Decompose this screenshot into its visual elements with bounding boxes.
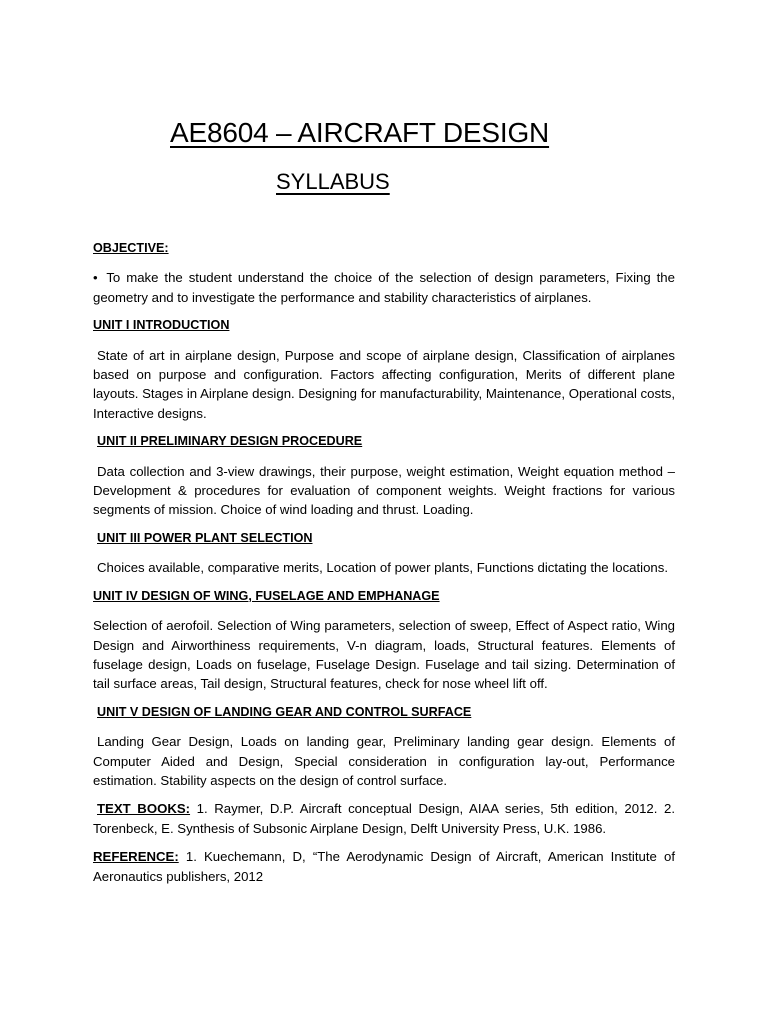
objective-paragraph: [93, 268, 675, 307]
document-subtitle: SYLLABUS: [276, 169, 390, 194]
unit-5-heading: UNIT V DESIGN OF LANDING GEAR AND CONTROL SURFACE: [97, 704, 472, 719]
unit-1-heading: UNIT I INTRODUCTION: [93, 318, 230, 333]
objective-heading: OBJECTIVE:: [93, 241, 169, 255]
reference-paragraph: [93, 847, 675, 886]
unit-3-text: Choices available, comparative merits, Location of power plants, Functions dictating the locations.: [97, 560, 669, 576]
unit-5-text: Landing Gear Design, Loads on landing gear, Preliminary landing gear design. Elements of Computer Aided and Design, Special consideration in configuration lay-out, Performance estimation. Stability aspects on the design of control surface.: [93, 734, 675, 788]
unit-4-text: Selection of aerofoil. Selection of Wing parameters, selection of sweep, Effect of Aspect ratio, Wing Design and Airworthiness requirements, V-n diagram, loads, Structural features. Elements of fuselage design, Loads on fuselage, Fuselage Design. Fuselage and tail sizing. Determination of tail surface areas, Tail design, Structural features, check for nose wheel lift off.: [93, 618, 675, 692]
bullet-icon: •: [93, 270, 98, 286]
document-body: [93, 239, 675, 895]
text-books-paragraph: [93, 799, 675, 838]
reference-label: REFERENCE:: [93, 849, 179, 865]
unit-4-heading: UNIT IV DESIGN OF WING, FUSELAGE AND EMPHANAGE: [93, 588, 440, 603]
unit-2-heading: UNIT II PRELIMINARY DESIGN PROCEDURE: [97, 434, 363, 449]
text-books-label: TEXT BOOKS:: [97, 801, 191, 817]
unit-3-heading: UNIT III POWER PLANT SELECTION: [97, 530, 313, 545]
objective-text: To make the student understand the choice of the selection of design parameters, Fixing the geometry and to investigate the performance and stability characteristics of airplanes.: [93, 270, 675, 305]
unit-1-text: State of art in airplane design, Purpose and scope of airplane design, Classification of airplanes based on purpose and configuration. Factors affecting configuration, Merits of different plane layouts. Stages in Airplane design. Designing for manufacturability, Maintenance, Operational costs, Interactive designs.: [93, 347, 675, 421]
document-title: AE8604 – AIRCRAFT DESIGN: [170, 117, 550, 148]
unit-2-text: Data collection and 3-view drawings, their purpose, weight estimation, Weight equation method – Development & procedures for evaluation of component weights. Weight fractions for various segments of mission. Choice of wind loading and thrust. Loading.: [93, 463, 675, 518]
reference-text: 1. Kuechemann, D, “The Aerodynamic Design of Aircraft, American Institute of Aeronautics publishers, 2012: [93, 849, 675, 884]
text-books-text: 1. Raymer, D.P. Aircraft conceptual Design, AIAA series, 5th edition, 2012. 2. Torenbeck, E. Synthesis of Subsonic Airplane Design, Delft University Press, U.K. 1986.: [93, 801, 675, 836]
